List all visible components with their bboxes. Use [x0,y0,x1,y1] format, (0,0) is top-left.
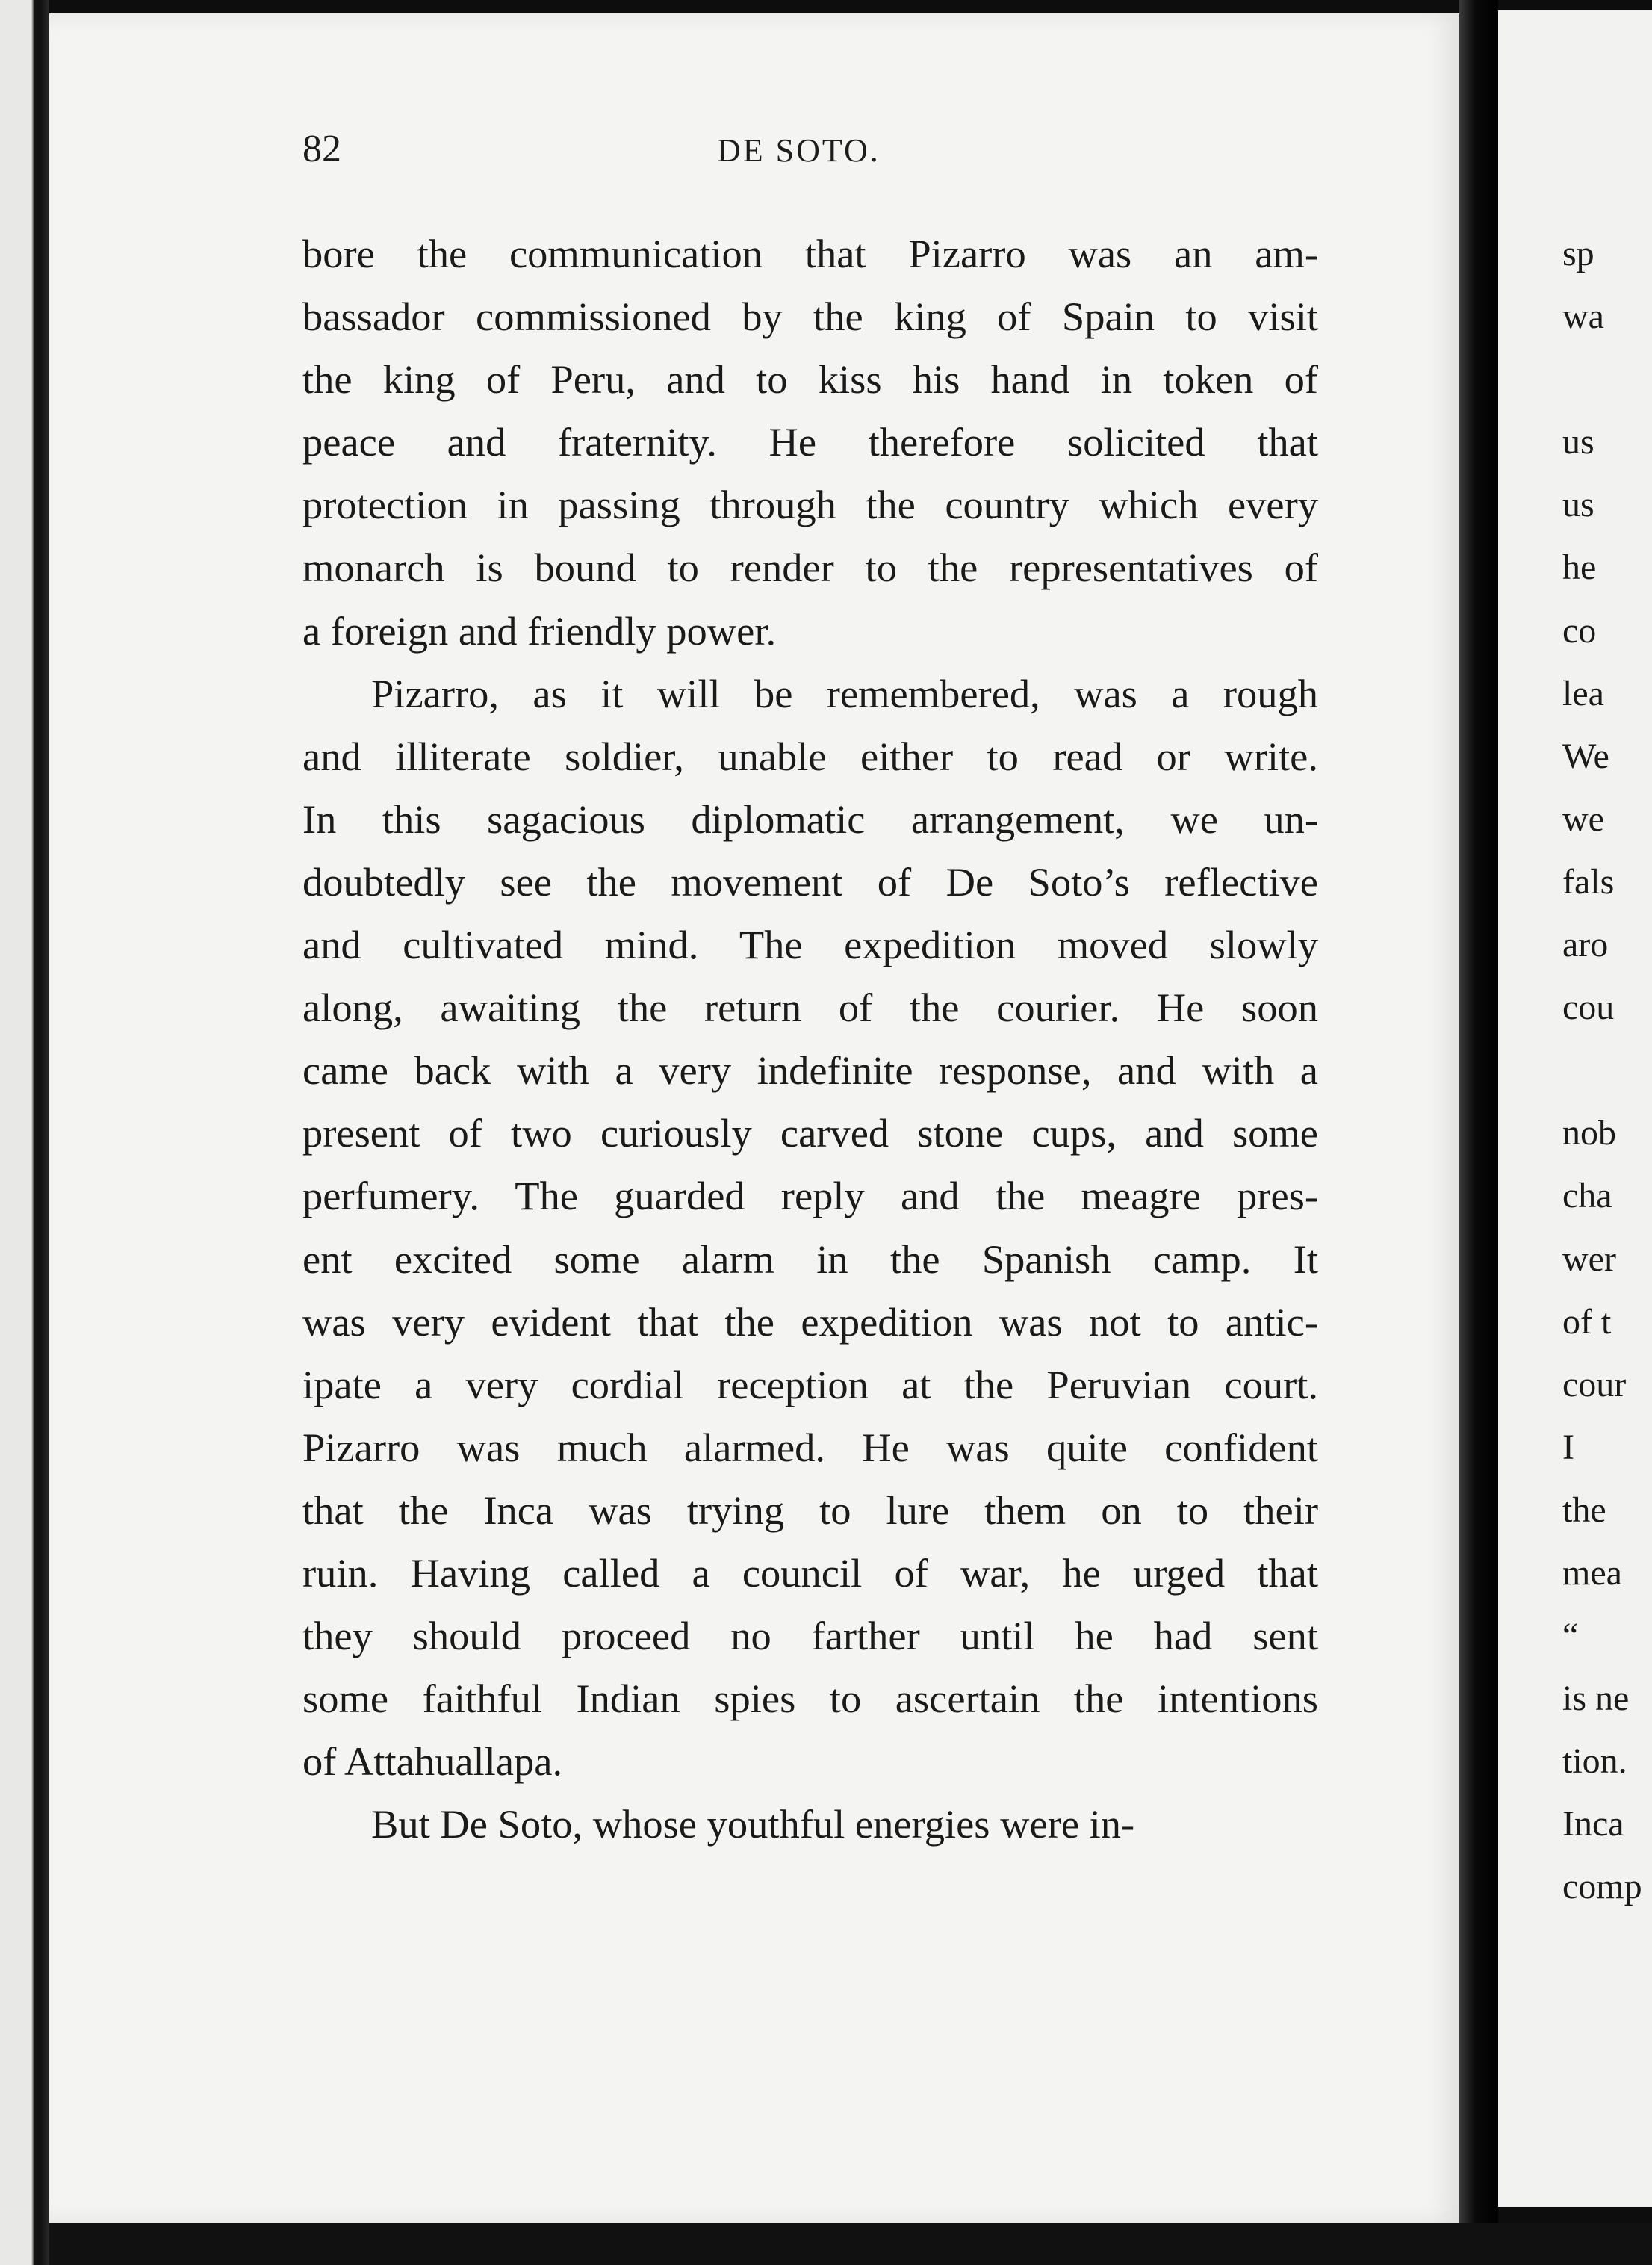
text-line: ruin. Having called a council of war, he urged that [302,1549,1318,1596]
facing-page-line: “ [1562,1616,1579,1656]
facing-page-line: tion. [1562,1741,1627,1782]
facing-page-line: I [1562,1427,1574,1467]
text-line: bassador commissioned by the king of Spain to visit [302,294,1318,340]
text-line: In this sagacious diplomatic arrangement, we un- [302,796,1318,842]
facing-page-line: the [1562,1490,1606,1530]
text-line: Pizarro, as it will be remembered, was a rough [371,670,1318,716]
text-line: of Attahuallapa. [302,1738,563,1785]
book-spine [1459,0,1498,2265]
facing-page-line: us [1562,485,1594,525]
facing-page-line: We [1562,736,1609,776]
facing-page-line: we [1562,799,1604,839]
text-line: perfumery. The guarded reply and the meagre pres- [302,1173,1318,1219]
text-line: monarch is bound to render to the representatives of [302,545,1318,591]
facing-page-line: mea [1562,1552,1622,1593]
page-number: 82 [302,128,341,170]
book-bottom-edge [49,2223,1652,2265]
facing-page-line: comp [1562,1867,1642,1907]
text-line: a foreign and friendly power. [302,607,777,654]
text-line: bore the communication that Pizarro was an am- [302,231,1318,276]
book-left-edge [0,0,49,2265]
text-line: came back with a very indefinite response, and with a [302,1047,1318,1094]
facing-page-line: Inca [1562,1804,1624,1844]
text-line: and cultivated mind. The expedition moved slowly [302,922,1318,968]
running-head: DE SOTO. [717,132,881,169]
facing-page-line: wer [1562,1239,1616,1279]
facing-page-line: wa [1562,297,1604,337]
facing-page-line [1562,1039,1652,1102]
facing-page-line: of t [1562,1301,1612,1342]
facing-page-line: us [1562,422,1594,462]
facing-page-line: cour [1562,1364,1627,1404]
facing-page-line: cou [1562,988,1615,1028]
text-line: and illiterate soldier, unable either to read or write. [302,733,1318,779]
text-line: But De Soto, whose youthful energies were in- [371,1801,1135,1847]
text-line: present of two curiously carved stone cups, and some [302,1110,1318,1156]
facing-page-line: cha [1562,1176,1612,1216]
body-text [302,223,1318,1856]
facing-page-line: fals [1562,861,1615,902]
text-line: ipate a very cordial reception at the Peruvian court. [302,1361,1318,1407]
facing-page-line [1562,348,1652,411]
facing-page-line: nob [1562,1113,1616,1153]
facing-page-line: is ne [1562,1679,1630,1719]
text-line: that the Inca was trying to lure them on to their [302,1487,1318,1533]
text-line: along, awaiting the return of the courier. He soon [302,985,1318,1031]
text-line: some faithful Indian spies to ascertain the intentions [302,1676,1318,1722]
text-line: doubtedly see the movement of De Soto’s reflective [302,858,1318,905]
text-line: peace and fraternity. He therefore solicited that [302,419,1318,465]
text-line: protection in passing through the country which every [302,482,1318,528]
text-line: was very evident that the expedition was not to antic- [302,1298,1318,1345]
text-line: the king of Peru, and to kiss his hand in token of [302,356,1318,403]
facing-page-line: co [1562,610,1597,651]
facing-page-line: aro [1562,925,1609,965]
text-line: they should proceed no farther until he had sent [302,1613,1318,1659]
text-line: ent excited some alarm in the Spanish camp. It [302,1236,1318,1282]
text-line: Pizarro was much alarmed. He was quite confident [302,1424,1318,1470]
facing-page-text [1562,223,1652,1919]
facing-page-line: lea [1562,673,1604,713]
facing-page-line: he [1562,548,1597,588]
page-header [302,127,1318,194]
facing-page-line: sp [1562,234,1594,273]
